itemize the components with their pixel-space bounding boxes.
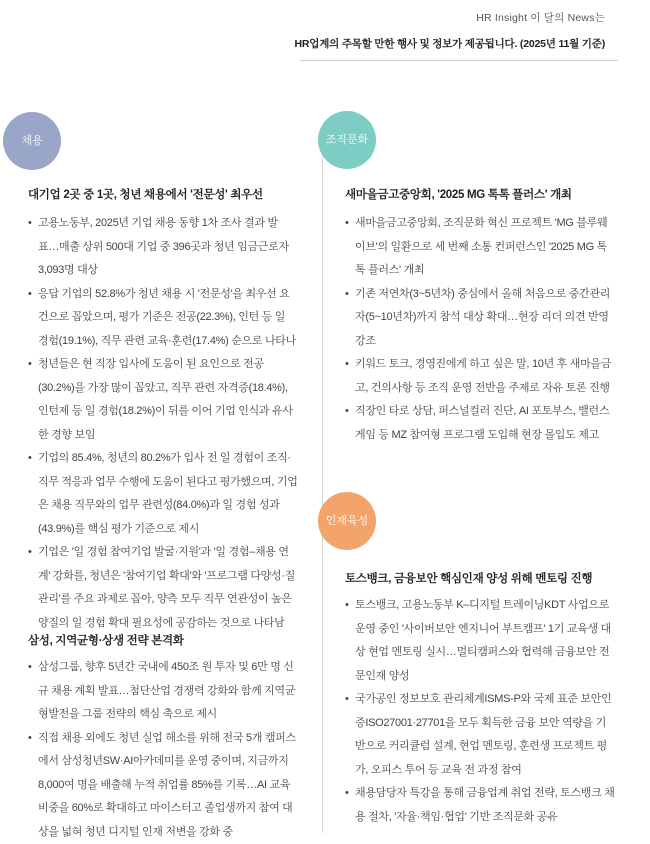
category-badge-hiring: 채용: [3, 112, 61, 170]
bullet-item: • 기업의 85.4%, 청년의 80.2%가 입사 전 일 경험이 조직·직무 적응과 업무 수행에 도움이 된다고 평가했으며, 기업은 채용 직무와의 업무 관련성(84.0%)과 일 경험 성과(43.9%)를 핵심 평가 기준으로 제시: [28, 447, 298, 541]
header-divider: [300, 60, 618, 61]
article-samsung-hiring-survey: [28, 186, 298, 635]
article-title: 대기업 2곳 중 1곳, 청년 채용에서 '전문성' 최우선: [28, 186, 298, 202]
bullet-item: • 기업은 '일 경험 참여기업 발굴·지원'과 '일 경험–채용 연계' 강화를, 청년은 '참여기업 확대'와 '프로그램 다양성·질 관리'를 주요 과제로 꼽아, 양측 모두 직무 연관성이 높은 양질의 일 경험 확대 필요성에 공감하는 것으로 나타남: [28, 541, 298, 635]
bullet-item: • 기존 저연차(3~5년차) 중심에서 올해 처음으로 중간관리자(5~10년차)까지 참석 대상 확대…현장 리더 의견 반영 강조: [345, 283, 615, 354]
bullet-item: • 청년들은 현 직장 입사에 도움이 된 요인으로 전공(30.2%)을 가장 많이 꼽았고, 직무 관련 자격증(18.4%), 인턴제 등 일 경험(18.2%)이 뒤를 이어 기업 인식과 유사한 경향 보임: [28, 353, 298, 447]
bullet-item: • 채용담당자 특강을 통해 금융업계 취업 전략, 토스뱅크 채용 절차, '자율·책임·협업' 기반 조직문화 공유: [345, 782, 615, 829]
bullet-item: • 직접 채용 외에도 청년 실업 해소를 위해 전국 5개 캠퍼스에서 삼성청년SW·AI아카데미를 운영 중이며, 지금까지 8,000여 명을 배출해 누적 취업률 85%를 기록…AI 교육 비중을 60%로 확대하고 마이스터고 졸업생까지 참여 대상을 넓혀 청년 디지털 인재 저변을 강화 중: [28, 727, 298, 844]
article-title: 새마을금고중앙회, '2025 MG 톡톡 플러스' 개최: [345, 186, 615, 202]
category-badge-talent-dev: 인재육성: [318, 492, 376, 550]
bullet-item: • 국가공인 정보보호 관리체계ISMS-P와 국제 표준 보안인증ISO27001·27701을 모두 획득한 금융 보안 역량을 기반으로 커리큘럼 설계, 현업 멘토링, 훈련생 프로젝트 평가, 오피스 투어 등 교육 전 과정 참여: [345, 688, 615, 782]
article-title: 삼성, 지역균형·상생 전략 본격화: [28, 632, 298, 648]
bullet-item: • 키워드 토크, 경영진에게 하고 싶은 말, 10년 후 새마을금고, 건의사항 등 조직 운영 전반을 주제로 자유 토론 진행: [345, 353, 615, 400]
bullet-item: • 삼성그룹, 향후 5년간 국내에 450조 원 투자 및 6만 명 신규 채용 계획 발표…첨단산업 경쟁력 강화와 함께 지역균형발전을 그룹 전략의 핵심 축으로 제시: [28, 656, 298, 727]
article-bullets: [345, 212, 615, 447]
column-divider: [322, 140, 323, 833]
bullet-item: • 토스뱅크, 고용노동부 K–디지털 트레이닝KDT 사업으로 운영 중인 '사이버보안 엔지니어 부트캠프' 1기 교육생 대상 현업 멘토링 실시…멀티캠퍼스와 협력해 금융보안 전문인재 양성: [345, 594, 615, 688]
bullet-item: • 응답 기업의 52.8%가 청년 채용 시 '전문성'을 최우선 요건으로 꼽았으며, 평가 기준은 전공(22.3%), 인턴 등 일 경험(19.1%), 직무 관련 교육·훈련(17.4%) 순으로 나타나: [28, 283, 298, 354]
article-mg-toktok: [345, 186, 615, 447]
article-bullets: [345, 594, 615, 829]
header-subtitle: HR업계의 주목할 만한 행사 및 정보가 제공됩니다. (2025년 11월 기준): [295, 36, 605, 51]
bullet-item: • 고용노동부, 2025년 기업 채용 동향 1차 조사 결과 발표…매출 상위 500대 기업 중 396곳과 청년 임금근로자 3,093명 대상: [28, 212, 298, 283]
article-samsung-balance: [28, 632, 298, 844]
article-bullets: [28, 656, 298, 844]
bullet-item: • 직장인 타로 상담, 퍼스널컬러 진단, AI 포토부스, 밸런스게임 등 MZ 참여형 프로그램 도입해 현장 몰입도 제고: [345, 400, 615, 447]
category-badge-org-culture: 조직문화: [318, 111, 376, 169]
article-tossbank-mentoring: [345, 570, 615, 829]
article-title: 토스뱅크, 금융보안 핵심인재 양성 위해 멘토링 진행: [345, 570, 615, 586]
article-bullets: [28, 212, 298, 635]
header-label: HR Insight 이 달의 News는: [476, 10, 605, 25]
bullet-item: • 새마을금고중앙회, 조직문화 혁신 프로젝트 'MG 블루웨이브'의 일환으로 세 번째 소통 컨퍼런스인 '2025 MG 톡톡 플러스' 개최: [345, 212, 615, 283]
